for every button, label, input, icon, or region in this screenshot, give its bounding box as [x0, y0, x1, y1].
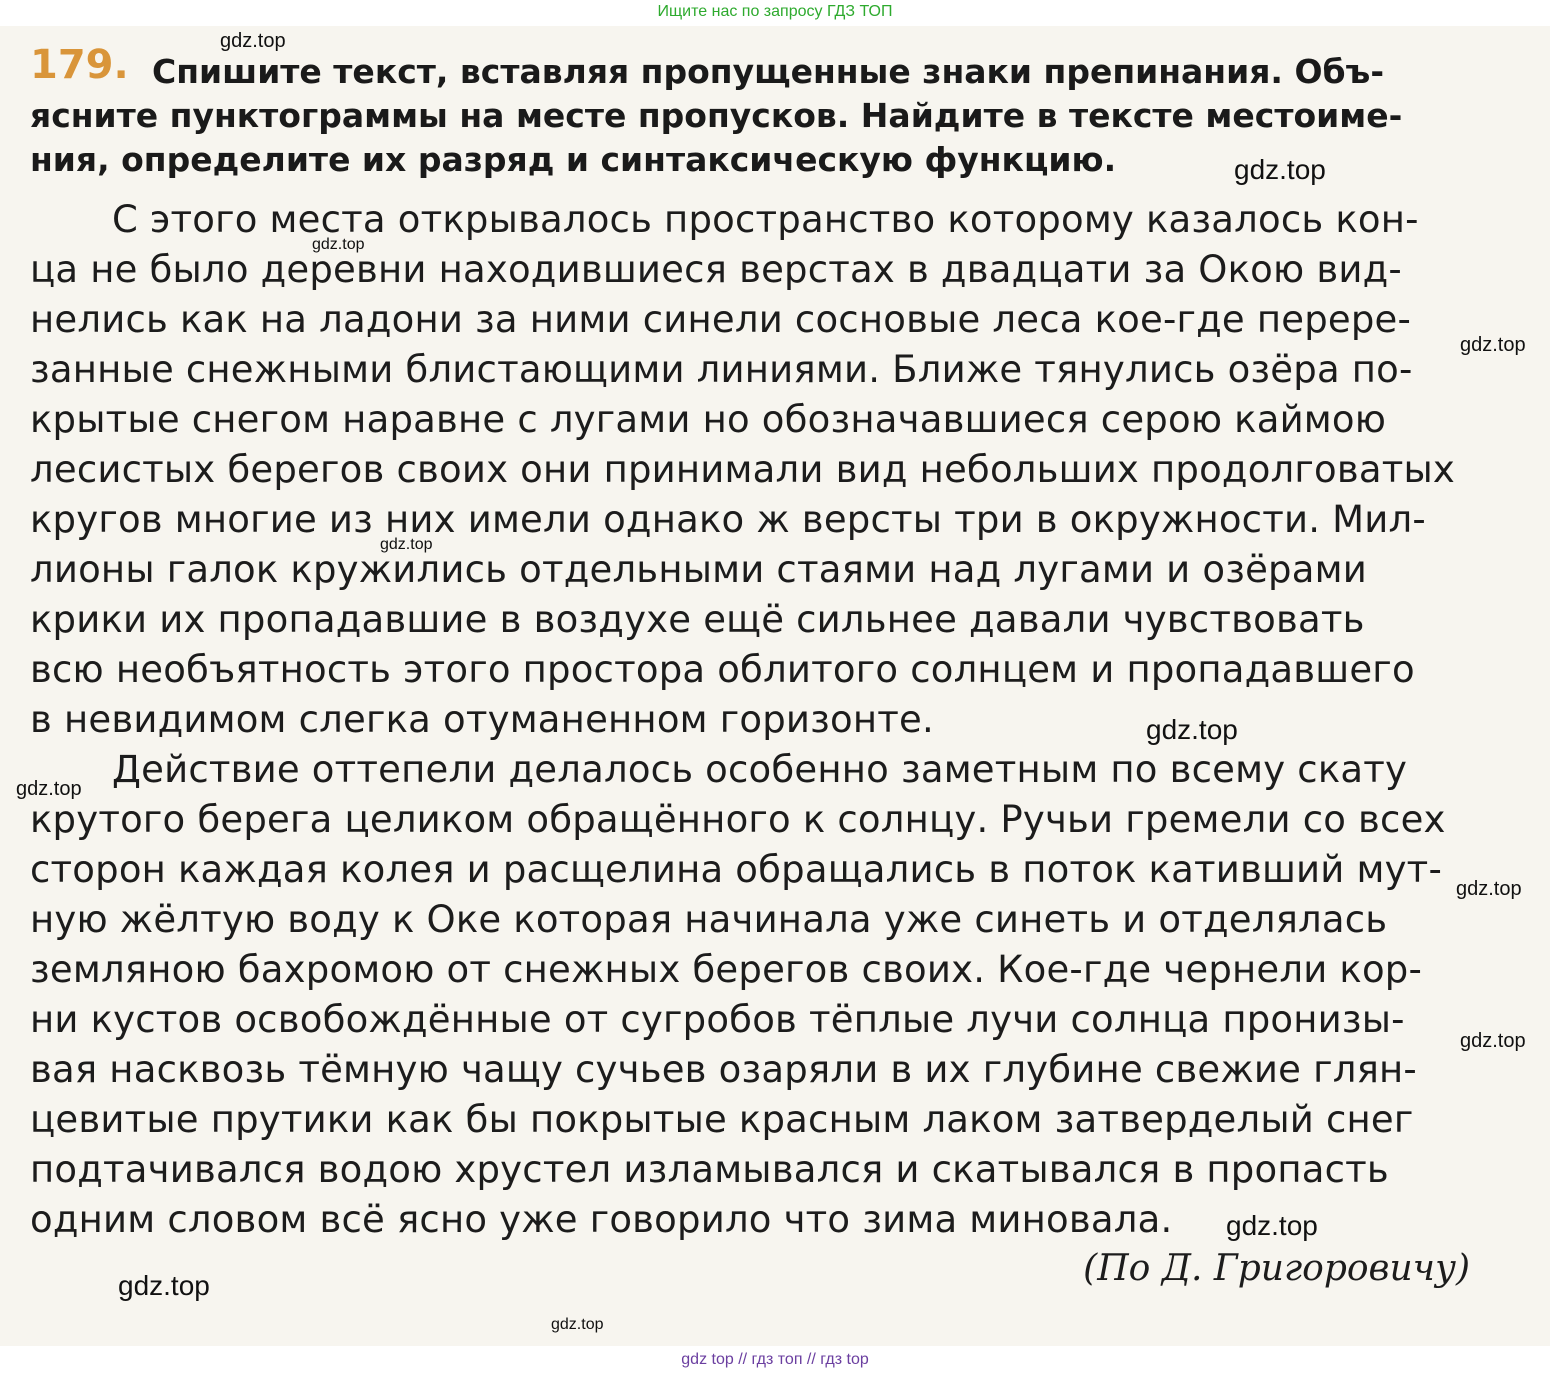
watermark: gdz.top	[1456, 878, 1522, 900]
text-line: занные снежными блистающими линиями. Ближе тянулись озёра по-	[30, 348, 1413, 391]
watermark: gdz.top	[380, 536, 433, 553]
task-number: 179.	[30, 42, 129, 88]
text-line: нелись как на ладони за ними синели сосновые леса кое-где перере-	[30, 298, 1412, 341]
text-line: крытые снегом наравне с лугами но обозначавшиеся серою каймою	[30, 398, 1387, 441]
author-attribution: (По Д. Григоровичу)	[1083, 1248, 1470, 1289]
text-line: подтачивался водою хрустел изламывался и скатывался в пропасть	[30, 1148, 1389, 1191]
text-line: лионы галок кружились отдельными стаями над лугами и озёрами	[30, 548, 1367, 591]
text-line: вая насквозь тёмную чащу сучьев озаряли в их глубине свежие глян-	[30, 1048, 1417, 1091]
text-line: крики их пропадавшие в воздухе ещё сильнее давали чувствовать	[30, 598, 1365, 641]
text-line: С этого места открывалось пространство которому казалось кон-	[112, 198, 1419, 241]
text-line: ни кустов освобождённые от сугробов тёплые лучи солнца пронизы-	[30, 998, 1405, 1041]
footer-links[interactable]: gdz top // гдз топ // гдз top	[681, 1351, 869, 1368]
watermark: gdz.top	[312, 236, 365, 253]
task-instruction-line: Спишите текст, вставляя пропущенные знаки препинания. Объ-	[152, 52, 1385, 91]
text-line: лесистых берегов своих они принимали вид небольших продолговатых	[30, 448, 1455, 491]
watermark: gdz.top	[1234, 154, 1326, 185]
text-line: ца не было деревни находившиеся верстах в двадцати за Окою вид-	[30, 248, 1402, 291]
text-line: всю необъятность этого простора облитого солнцем и пропадавшего	[30, 648, 1415, 691]
task-instruction-line: ния, определите их разряд и синтаксическую функцию.	[30, 140, 1117, 179]
watermark: gdz.top	[118, 1270, 210, 1301]
task-instruction-line: ясните пунктограммы на месте пропусков. Найдите в тексте местоиме-	[30, 96, 1403, 135]
text-line: сторон каждая колея и расщелина обращались в поток кативший мут-	[30, 848, 1442, 891]
watermark: gdz.top	[1460, 1030, 1526, 1052]
text-line: одним словом всё ясно уже говорило что зима миновала.	[30, 1198, 1173, 1241]
watermark: gdz.top	[16, 778, 82, 800]
top-banner[interactable]: Ищите нас по запросу ГДЗ ТОП	[657, 3, 893, 20]
watermark: gdz.top	[1146, 714, 1238, 745]
text-line: земляною бахромою от снежных берегов своих. Кое-где чернели кор-	[30, 948, 1423, 991]
text-line: в невидимом слегка отуманенном горизонте.	[30, 698, 934, 741]
text-line: кругов многие из них имели однако ж версты три в окружности. Мил-	[30, 498, 1426, 541]
watermark: gdz.top	[1226, 1210, 1318, 1241]
watermark: gdz.top	[1460, 334, 1526, 356]
text-line: ную жёлтую воду к Оке которая начинала уже синеть и отделялась	[30, 898, 1388, 941]
watermark: gdz.top	[551, 1316, 604, 1333]
text-line: Действие оттепели делалось особенно заметным по всему скату	[112, 748, 1408, 791]
text-line: крутого берега целиком обращённого к солнцу. Ручьи гремели со всех	[30, 798, 1446, 841]
watermark: gdz.top	[220, 30, 286, 52]
text-line: цевитые прутики как бы покрытые красным лаком затверделый снег	[30, 1098, 1414, 1141]
